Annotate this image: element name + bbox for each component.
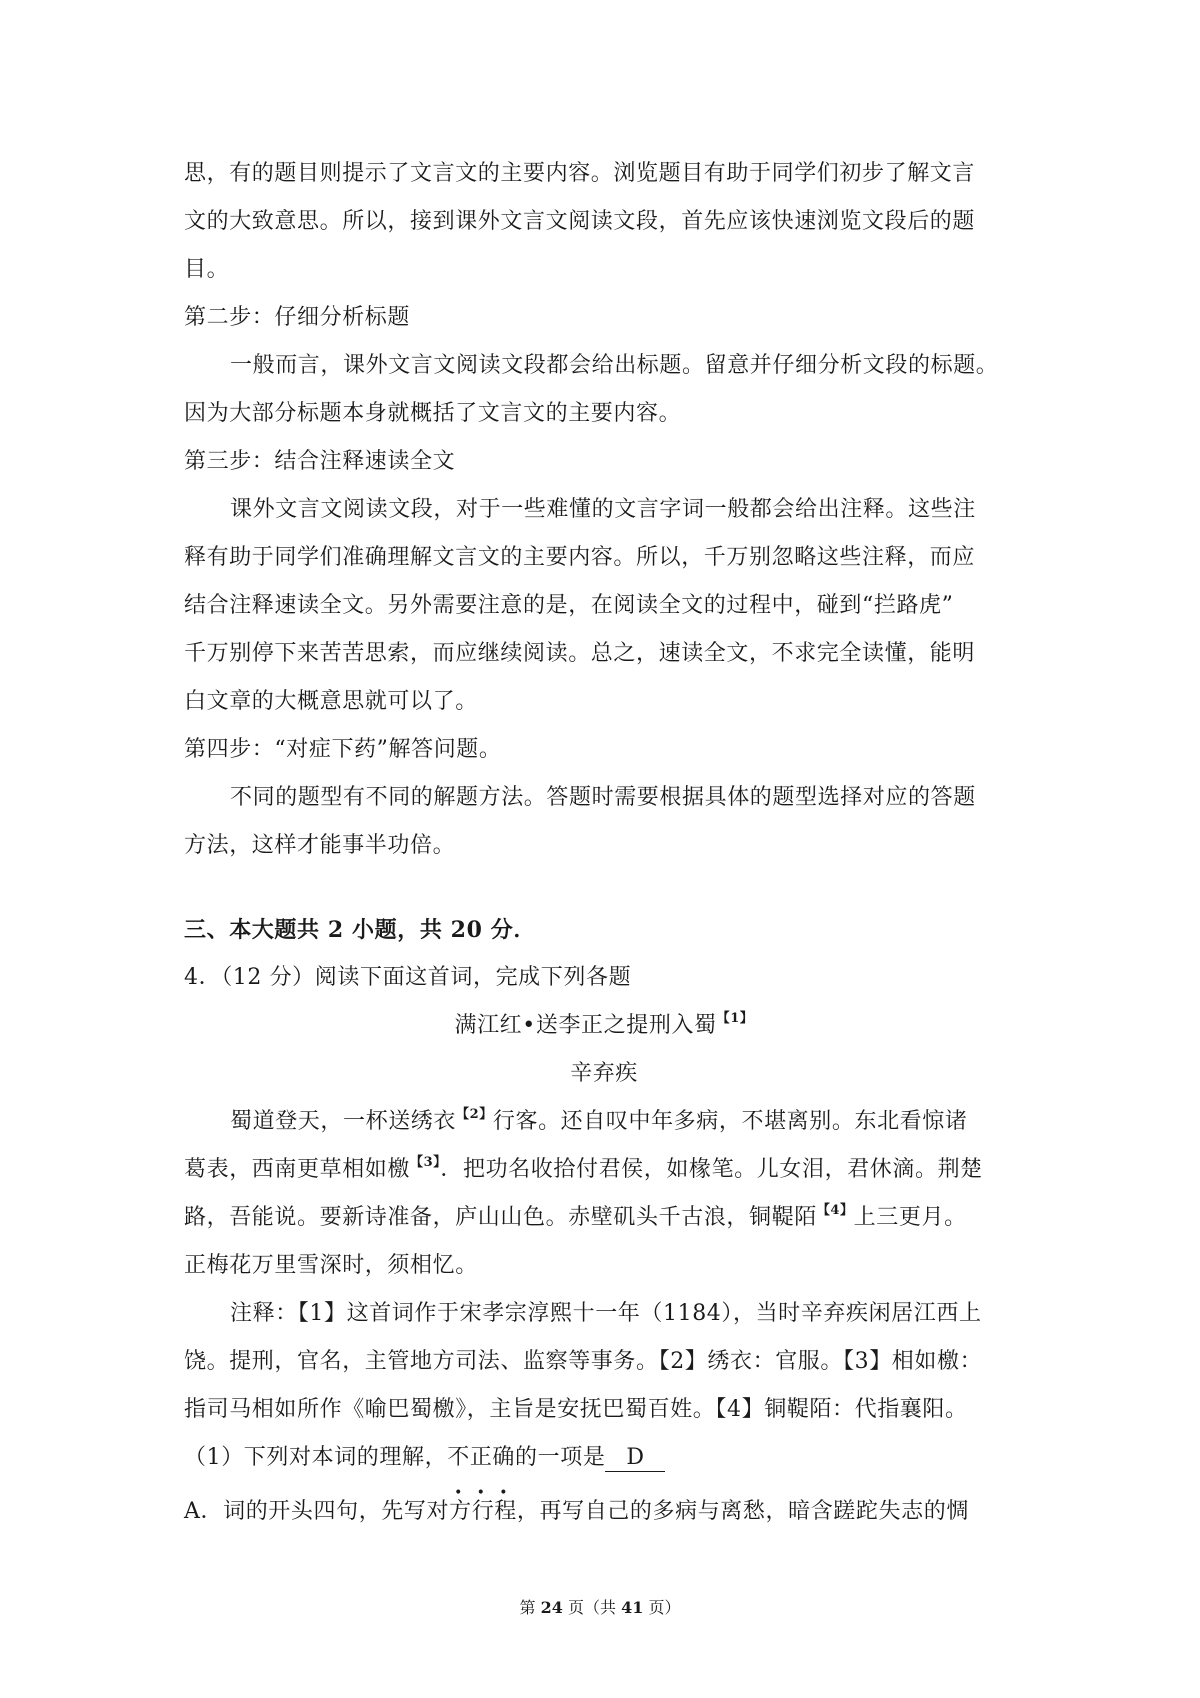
emphasis-char: 不	[447, 1445, 470, 1470]
notes-line: 饶。提刑，官名，主管地方司法、监察等事务。【2】绣衣：官服。【3】相如檄：	[184, 1349, 983, 1374]
paragraph-line: 因为大部分标题本身就概括了文言文的主要内容。	[184, 401, 682, 426]
step-heading: 第四步：“对症下药”解答问题。	[184, 737, 502, 762]
notes-line: 注释：【1】这首词作于宋孝宗淳熙十一年（1184），当时辛弃疾闲居江西上	[230, 1301, 982, 1326]
footer-middle: 页（共	[562, 1598, 622, 1617]
section-gap	[184, 870, 1024, 906]
footer-total-pages: 41	[621, 1598, 644, 1617]
paragraph-line: 一般而言，课外文言文阅读文段都会给出标题。留意并仔细分析文段的标题。	[230, 353, 999, 378]
poem-line: 正梅花万里雪深时，须相忆。	[184, 1253, 478, 1278]
section-heading: 三、本大题共 2 小题，共 20 分．	[184, 917, 536, 943]
option-a: A．词的开头四句，先写对方行程，再写自己的多病与离愁，暗含蹉跎失志的惆	[184, 1499, 969, 1524]
footnote-marker: 【2】	[456, 1106, 493, 1122]
paragraph-line: 目。	[184, 257, 230, 282]
paragraph-line: 思，有的题目则提示了文言文的主要内容。浏览题目有助于同学们初步了解文言	[184, 161, 976, 186]
footer-page-number: 24	[540, 1598, 563, 1617]
paragraph-line: 白文章的大概意思就可以了。	[184, 689, 478, 714]
answer-blank: D	[605, 1445, 665, 1472]
notes-line: 指司马相如所作《喻巴蜀檄》，主旨是安抚巴蜀百姓。【4】铜鞮陌：代指襄阳。	[184, 1397, 968, 1422]
footer-prefix: 第	[519, 1598, 541, 1617]
poem-title	[184, 1002, 1024, 1050]
paragraph-line: 不同的题型有不同的解题方法。答题时需要根据具体的题型选择对应的答题	[230, 785, 976, 810]
footnote-marker: 【4】	[816, 1202, 854, 1218]
page-footer	[0, 1595, 1200, 1618]
paragraph-line: 千万别停下来苦苦思索，而应继续阅读。总之，速读全文，不求完全读懂，能明	[184, 641, 976, 666]
poem-title-text: 满江红•送李正之提刑入蜀	[454, 1013, 717, 1038]
footnote-marker: 【3】	[410, 1154, 441, 1170]
sub-question-suffix: 的一项是	[515, 1445, 606, 1470]
poem-text: 葛表，西南更草相如檄	[184, 1157, 411, 1182]
sub-question	[184, 1434, 1024, 1482]
poem-line	[184, 1146, 1024, 1194]
poem-text: ．把功名收拾付君侯，如椽笔。儿女泪，君休滴。荆楚	[440, 1157, 983, 1182]
paragraph-line: 文的大致意思。所以，接到课外文言文阅读文段，首先应该快速浏览文段后的题	[184, 209, 976, 234]
poem-text: 上三更月。	[853, 1205, 967, 1230]
footer-suffix: 页）	[643, 1598, 681, 1617]
poem-author: 辛弃疾	[570, 1061, 638, 1086]
sub-question-prefix: （1）下列对本词的理解，	[184, 1445, 448, 1470]
footnote-marker: 【1】	[716, 1010, 754, 1026]
emphasis-char: 正	[469, 1445, 493, 1470]
question-stem: 4．（12 分）阅读下面这首词，完成下列各题	[184, 965, 632, 990]
poem-line	[184, 1098, 1024, 1146]
paragraph-line: 方法，这样才能事半功倍。	[184, 833, 456, 858]
paragraph-line: 结合注释速读全文。另外需要注意的是，在阅读全文的过程中，碰到“拦路虎”	[184, 593, 954, 618]
paragraph-line: 释有助于同学们准确理解文言文的主要内容。所以，千万别忽略这些注释，而应	[184, 545, 976, 570]
poem-line	[184, 1194, 1024, 1242]
paragraph-line: 课外文言文阅读文段，对于一些难懂的文言字词一般都会给出注释。这些注	[230, 497, 976, 522]
poem-text: 行客。还自叹中年多病，不堪离别。东北看惊诸	[492, 1109, 968, 1134]
emphasis-char: 确	[492, 1445, 516, 1470]
poem-text: 蜀道登天，一杯送绣衣	[230, 1109, 457, 1134]
step-heading: 第三步：结合注释速读全文	[184, 449, 456, 474]
poem-text: 路，吾能说。要新诗准备，庐山山色。赤壁矶头千古浪，铜鞮陌	[184, 1205, 817, 1230]
page-content	[184, 150, 1024, 1536]
step-heading: 第二步：仔细分析标题	[184, 305, 411, 330]
